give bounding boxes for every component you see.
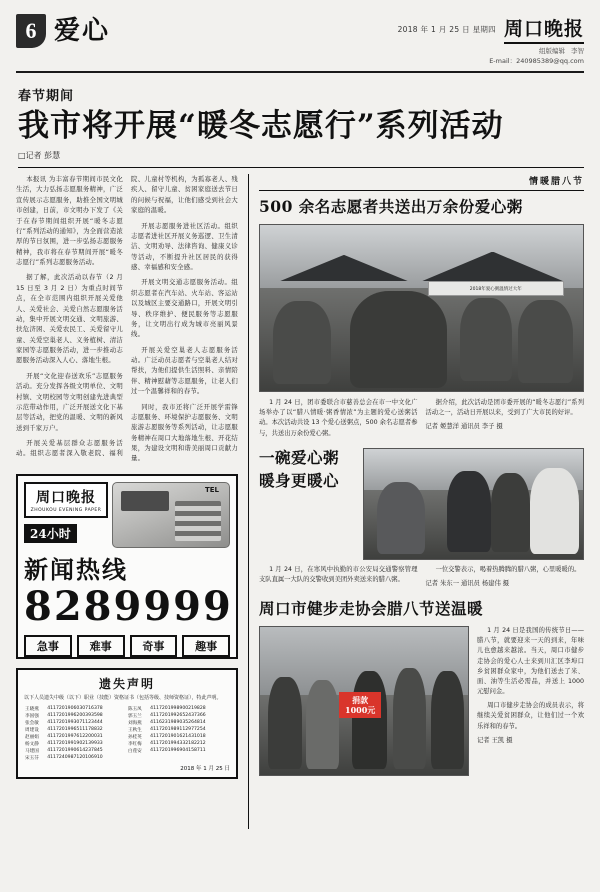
notice-name: 刘海燕 xyxy=(127,720,142,726)
notice-id: 4117201996200393598 xyxy=(47,713,103,719)
telephone-icon xyxy=(112,482,230,548)
caption-signature: 记者 姬慧洋 通讯员 李子 摄 xyxy=(425,423,503,431)
hotline-number: 8289999 xyxy=(24,582,233,630)
body-columns xyxy=(16,174,584,829)
caption-paragraph: 据介绍，此次活动是团市委开展的“暖冬志愿行”系列活动之一，活动日开展以来，受到了广大市民的好评。 xyxy=(425,399,584,417)
article-paragraph: 开展关爱基层群众志愿服务活动。组织志愿者深入敬老院、福利院、儿童村等机构，为孤寡老人、残疾人、留守儿童、贫困家庭送去节日的问候与祝福，让他们感受到社会大家庭的温暖。 xyxy=(16,175,238,458)
donation-stamp-line1: 捐款 xyxy=(352,695,369,706)
masthead xyxy=(16,14,584,73)
headline-kicker: 春节期间 xyxy=(18,88,75,104)
article-paragraph: 开展文明交通志愿服务活动。组织志愿者在汽车站、火车站、客运站以及城区主要交通路口，开展文明引导、秩序维护、便民服务等志愿服务，让文明出行成为城市亮丽风景线。 xyxy=(131,278,238,339)
article-paragraph: 开展志愿服务进社区活动。组织志愿者进社区开展义务巡逻、卫生清洁、文明劝导、法律咨询、健康义诊等活动，不断提升社区居民的获得感、幸福感和安全感。 xyxy=(131,221,238,272)
story1-photo xyxy=(259,224,584,392)
photo-figure xyxy=(352,671,387,769)
contact-email: E-mail：240985389@qq.com xyxy=(489,56,584,65)
caption-signature: 记者 朱东一 通讯员 杨建伟 摄 xyxy=(425,579,510,587)
notice-id: 4117201989112977254 xyxy=(150,727,206,733)
notice-id: 4117201991902139933 xyxy=(47,741,103,747)
lost-notice xyxy=(16,668,238,780)
table-row xyxy=(24,747,230,754)
story1-headline: 500 余名志愿者共送出万余份爱心粥 xyxy=(259,197,523,217)
article-paragraph: 本报讯 为丰富春节期间市民文化生活，大力弘扬志愿服务精神，广泛宣传展示志愿服务，助推全国文明城市创建，日前，市文明办下发了《关于在春节期间组织开展“暖冬志愿行”系列活动的通知》，为全面营造浓厚的节日氛围，进一步弘扬志愿服务精神，我市将在春节期间开展“暖冬志愿行”系列志愿服务活动。 xyxy=(16,175,123,267)
series-tag: 情暖腊八节 xyxy=(259,174,584,191)
story2-headline-line1: 一碗爱心粥 xyxy=(259,447,340,467)
caption-paragraph: 一位交警表示，喝着热腾腾的腊八粥，心里暖暖的。 xyxy=(435,565,581,573)
article-paragraph: 开展“文化迎春送欢乐”志愿服务活动。充分发挥各级文明单位、文明村镇、文明校园等文明创建先进典型示范带动作用，广泛开展送文化下基层等活动，把党的温暖、文明的新风送到千家万户。 xyxy=(16,371,123,432)
donation-stamp-line2: 1000元 xyxy=(345,705,376,716)
masthead-right xyxy=(398,14,584,67)
notice-id: 4117201992652437366 xyxy=(150,713,206,719)
notice-id: 4117240987120106910 xyxy=(47,755,103,761)
table-row xyxy=(24,740,230,747)
article-paragraph: 据了解，此次活动以春节（2 月 15 日至 3 月 2 日）为重点时间节点，在全市范围内组织开展关爱他人、关爱社会、关爱自然志愿服务活动，集中开展文明交通、文明旅游、扶危济困、关爱农民工、关爱留守儿童、关爱空巢老人、义务植树、清洁家园等志愿服务活动，进一步推动志愿服务活动深入人心、落地生根。 xyxy=(16,273,123,365)
notice-name: 王秋生 xyxy=(127,727,142,733)
story2-photo xyxy=(363,448,584,560)
notice-id: 4117201997612200031 xyxy=(47,734,103,740)
notice-name: 李红梅 xyxy=(127,741,142,747)
paper-badge-en: ZHOUKOU EVENING PAPER xyxy=(30,507,102,513)
table-row xyxy=(24,719,230,726)
paper-badge xyxy=(24,482,108,518)
photo-officer xyxy=(447,471,491,552)
caption-paragraph: 1 月 24 日，团市委联合市慈善总会在市一中文化广场举办了以“腊八情暖·粥香情浓”为主题的爱心送粥活动。本次活动共设 13 个爱心送粥点，500 余名志愿者参与，共送出万余份爱心粥。 xyxy=(259,399,418,437)
notice-id: 4116231989035264814 xyxy=(150,720,206,726)
table-row xyxy=(24,705,230,712)
notice-id: 4117201906030716378 xyxy=(47,706,103,712)
story1-caption xyxy=(259,398,584,440)
notice-id: 4117201993071123444 xyxy=(47,720,103,726)
notice-id: 4117201901621431018 xyxy=(150,734,206,740)
notice-name: 陈玉凤 xyxy=(127,706,142,712)
paper-logo: 周口晚报 xyxy=(504,14,584,44)
caption-paragraph: 1 月 24 日，在寒风中执勤的市公安局交通警察管理支队直属一大队的交警收到美团外卖送来的腊八粥。 xyxy=(259,565,418,583)
story3-photo xyxy=(259,626,469,776)
photo-figure xyxy=(273,301,331,384)
table-row xyxy=(24,726,230,733)
lost-notice-table xyxy=(24,705,230,761)
story3-headline: 周口市健步走协会腊八节送温暖 xyxy=(259,599,484,619)
hotline-tags xyxy=(24,635,230,657)
editor-label: 组版编辑 xyxy=(539,47,565,55)
hotline-tag: 趣事 xyxy=(182,635,230,657)
story2-caption xyxy=(259,565,584,591)
notice-id: 4117201996511178832 xyxy=(47,727,103,733)
notice-id: 4117201996904158711 xyxy=(150,748,206,754)
notice-name xyxy=(127,754,149,761)
dateline: 2018 年 1 月 25 日 星期四 xyxy=(397,24,496,34)
notice-name: 宋玉芬 xyxy=(25,755,39,761)
photo-courier xyxy=(530,468,578,554)
column-divider xyxy=(248,174,249,829)
notice-id: 4117201998900219828 xyxy=(150,706,206,712)
notice-name: 张会敏 xyxy=(25,720,39,726)
notice-name: 郭玉兰 xyxy=(127,713,142,719)
photo-figure xyxy=(518,300,573,383)
hotline-tag: 奇事 xyxy=(130,635,178,657)
photo-banner: 2018年爱心粥温情过大年 xyxy=(428,281,564,296)
lost-notice-subtitle: 以下人员遗失中级（以下）职业（技能）资格证书（包括等级、技师资格证），特此声明。 xyxy=(24,694,222,701)
photo-figure xyxy=(460,298,512,381)
section-title: 爱心 xyxy=(54,16,111,46)
notice-name: 赵丽娟 xyxy=(25,734,39,740)
photo-figure xyxy=(268,677,301,769)
notice-name: 孙桂英 xyxy=(127,734,142,740)
photo-figure-main xyxy=(350,291,447,387)
hotline-advertisement xyxy=(16,474,238,659)
lost-notice-date: 2018 年 1 月 25 日 xyxy=(180,766,230,773)
article-paragraph: 开展关爱空巢老人志愿服务活动。广泛动员志愿者与空巢老人结对帮扶，为他们提供生活照料、亲情陪伴、精神慰藉等志愿服务，让老人们过一个温馨祥和的春节。 xyxy=(131,345,238,396)
editor-name: 李智 xyxy=(571,47,584,55)
photo-officer xyxy=(491,473,530,552)
lost-notice-title: 遗失声明 xyxy=(98,676,155,691)
left-column xyxy=(16,174,238,829)
right-column xyxy=(259,174,584,829)
photo-figure xyxy=(306,680,339,769)
caption-signature: 记者 王凯 摄 xyxy=(477,736,513,744)
phone-tel-label: TEL xyxy=(204,485,219,494)
photo-figure xyxy=(431,671,464,769)
notice-id: 4117201990614237845 xyxy=(47,748,103,754)
article-paragraph: 同时，我市还将广泛开展学雷锋志愿服务、环境保护志愿服务、文明旅游志愿服务等系列活动，让志愿服务精神在周口大地落地生根、开花结果，为建设文明和谐美丽周口贡献力量。 xyxy=(131,402,238,463)
byline: □记者 彭慧 xyxy=(18,150,584,168)
hotline-tag: 难事 xyxy=(77,635,125,657)
notice-name: 李国强 xyxy=(25,713,39,719)
page-number-badge: 6 xyxy=(16,14,46,48)
notice-id xyxy=(149,754,230,761)
page-title: 我市将开展“暖冬志愿行”系列活动 xyxy=(18,107,504,144)
donation-stamp xyxy=(339,692,381,718)
hotline-tag: 急事 xyxy=(24,635,72,657)
story2-headline-line2: 暖身更暖心 xyxy=(259,470,340,490)
notice-name: 杨文静 xyxy=(25,741,39,747)
photo-figure xyxy=(393,668,426,769)
main-article-text xyxy=(16,174,238,464)
masthead-credits xyxy=(483,47,584,67)
caption-paragraph: 1 月 24 日是我国的传统节日——腊八节，就要迎来一天的到来，年味儿也愈越来越浓。当天，周口市健步走协会的爱心人士来到川汇区李埠口乡贫困群众家中，为他们送去了米、面、油等生活必需品，并送上 1000 元慰问金。 xyxy=(477,626,584,696)
notice-name: 王晓燕 xyxy=(25,706,39,712)
table-row xyxy=(24,712,230,719)
story3-caption xyxy=(477,626,584,750)
hours-tag: 24小时 xyxy=(24,524,77,543)
notice-name: 马建国 xyxy=(25,748,39,754)
paper-badge-cn: 周口晚报 xyxy=(36,489,96,506)
notice-id: 4117201994332182212 xyxy=(150,741,206,747)
caption-paragraph: 周口市健步走协会的成员表示，将继续关爱贫困群众，让他们过一个欢乐祥和的春节。 xyxy=(477,702,584,730)
photo-car xyxy=(377,482,425,555)
table-row xyxy=(24,754,230,761)
hotline-title: 新闻热线 xyxy=(24,554,128,584)
notice-name: 白莲安 xyxy=(127,748,142,754)
table-row xyxy=(24,733,230,740)
notice-name: 周建设 xyxy=(25,727,39,733)
